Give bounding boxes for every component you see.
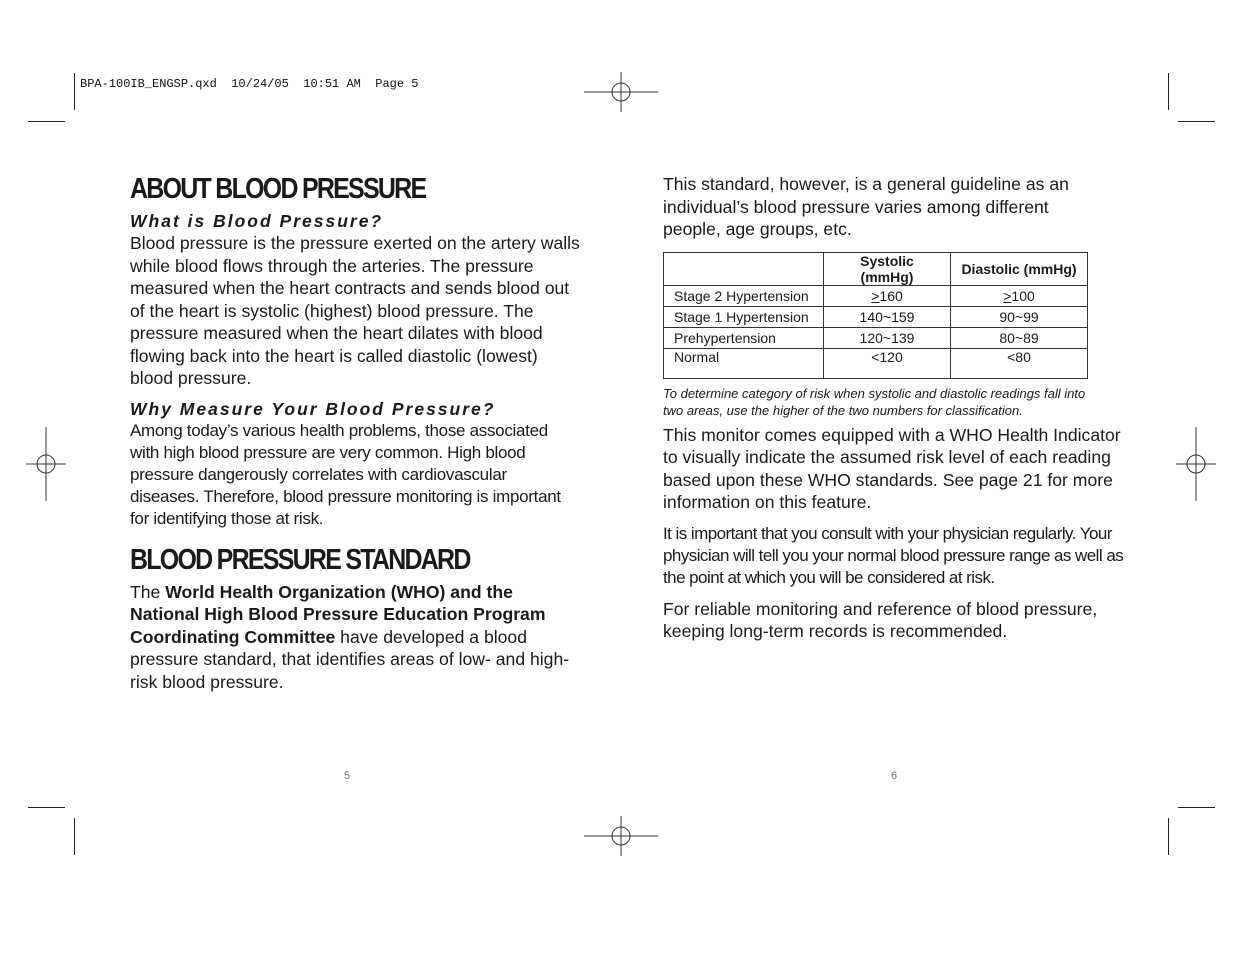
table-cell: Stage 1 Hypertension	[664, 306, 824, 327]
table-header: Diastolic (mmHg)	[951, 252, 1088, 285]
table-cell	[824, 285, 951, 306]
paragraph-lead: The	[130, 581, 166, 602]
registration-mark-icon	[584, 72, 658, 112]
paragraph: Blood pressure is the pressure exerted on the artery walls while blood flows through the arteries. The pressure measured when the heart contracts and sends blood out of the heart is systolic (highest) blood pressure. The pressure measured when the heart dilates with blood flowing back into the heart is called diastolic (lowest) blood pressure.	[130, 233, 580, 388]
table-cell: Prehypertension	[664, 327, 824, 348]
registration-mark-icon	[1176, 427, 1216, 501]
table-cell: 80~89	[951, 327, 1088, 348]
gte-symbol: >	[1003, 287, 1012, 304]
section-heading: BLOOD PRESSURE STANDARD	[130, 543, 470, 576]
table-row	[664, 327, 1088, 348]
table-cell: Normal	[664, 348, 824, 378]
table-header	[664, 252, 824, 285]
table-cell	[951, 285, 1088, 306]
page-number: 5	[344, 770, 351, 782]
subheading: Why Measure Your Blood Pressure?	[130, 398, 496, 419]
crop-mark	[74, 818, 75, 855]
table-row	[664, 348, 1088, 378]
table-footnote: To determine category of risk when systolic and diastolic readings fall into two areas, use the higher of the two numbers for classification.	[663, 385, 1086, 418]
table-row	[664, 285, 1088, 306]
paragraph: Among today’s various health problems, those associated with high blood pressure are very common. High blood pressure dangerously correlates with cardiovascular diseases. Therefore, blood pressure monitoring is important for identifying those at risk.	[130, 420, 561, 528]
paragraph	[130, 581, 580, 694]
table-cell: 90~99	[951, 306, 1088, 327]
table-cell: 140~159	[824, 306, 951, 327]
table-row	[664, 306, 1088, 327]
cell-value: 100	[1011, 287, 1035, 304]
registration-mark-icon	[26, 427, 66, 501]
cell-value: 160	[879, 287, 903, 304]
table-header-row	[664, 252, 1088, 285]
paragraph: For reliable monitoring and reference of blood pressure, keeping long-term records is recommended.	[663, 598, 1098, 641]
registration-mark-icon	[584, 816, 658, 856]
subheading: What is Blood Pressure?	[130, 211, 384, 231]
crop-mark	[1178, 807, 1215, 808]
crop-mark	[1168, 73, 1169, 110]
crop-mark	[28, 121, 65, 122]
paragraph: This standard, however, is a general guideline as an individual’s blood pressure varies among different people, age groups, etc.	[663, 174, 1069, 239]
table-cell: <80	[951, 348, 1088, 378]
page-number: 6	[891, 770, 898, 782]
paragraph-rest: have developed a blood pressure standard, that identifies areas of low- and high-risk blood pressure.	[130, 626, 570, 692]
table-cell: 120~139	[824, 327, 951, 348]
crop-mark	[28, 807, 65, 808]
crop-mark	[1168, 818, 1169, 855]
gte-symbol: >	[871, 287, 880, 304]
right-page	[663, 173, 1133, 643]
paragraph: It is important that you consult with your physician regularly. Your physician will tell you your normal blood pressure range as well as the point at which you will be considered at risk.	[663, 523, 1124, 587]
crop-mark	[74, 73, 75, 110]
file-slug: BPA-100IB_ENGSP.qxd 10/24/05 10:51 AM Page 5	[80, 77, 419, 91]
bp-standard-table	[663, 252, 1088, 379]
section-heading: ABOUT BLOOD PRESSURE	[130, 173, 426, 205]
crop-mark	[1178, 121, 1215, 122]
table-cell: Stage 2 Hypertension	[664, 285, 824, 306]
organization-names: World Health Organization (WHO) and the National High Blood Pressure Education Program Coordinating Committee	[130, 581, 546, 647]
table-header: Systolic (mmHg)	[824, 252, 951, 285]
paragraph: This monitor comes equipped with a WHO Health Indicator to visually indicate the assumed risk level of each reading based upon these WHO standards. See page 21 for more information on this feature.	[663, 424, 1121, 512]
left-page	[130, 172, 580, 693]
table-cell: <120	[824, 348, 951, 378]
